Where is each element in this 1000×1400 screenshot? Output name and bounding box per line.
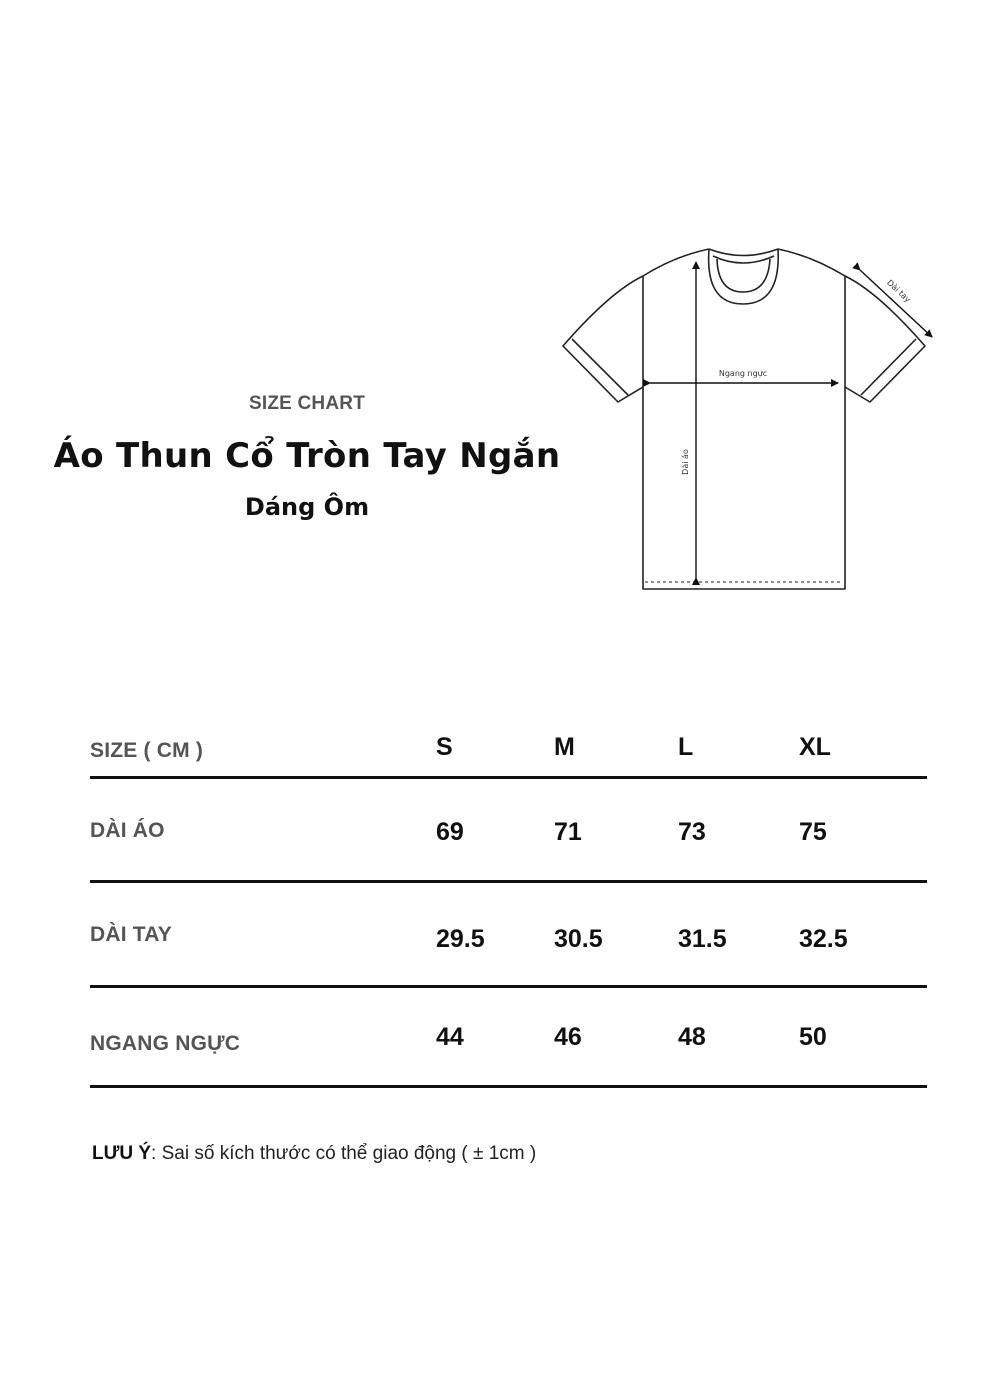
cell-value: 44 bbox=[436, 1023, 464, 1051]
right-sleeve bbox=[845, 276, 925, 402]
size-header-l: L bbox=[678, 733, 694, 761]
size-chart-kicker: SIZE CHART bbox=[249, 393, 365, 414]
table-header-label: SIZE ( CM ) bbox=[90, 739, 204, 762]
left-sleeve bbox=[563, 276, 643, 402]
divider bbox=[90, 1085, 927, 1088]
note-prefix: LƯU Ý bbox=[92, 1143, 152, 1164]
sleeve-label: Dài tay bbox=[885, 278, 913, 305]
collar bbox=[709, 249, 778, 256]
table-row bbox=[90, 777, 927, 881]
table-header-row bbox=[90, 728, 927, 777]
size-header-s: S bbox=[436, 733, 453, 761]
cell-value: 69 bbox=[436, 818, 464, 846]
size-header-xl: XL bbox=[799, 733, 831, 761]
shirt-body bbox=[643, 249, 845, 589]
cell-value: 31.5 bbox=[678, 925, 727, 953]
cell-value: 29.5 bbox=[436, 925, 485, 953]
row-label-sleeve: DÀI TAY bbox=[90, 923, 172, 946]
size-header-m: M bbox=[554, 733, 575, 761]
cell-value: 32.5 bbox=[799, 925, 848, 953]
cell-value: 46 bbox=[554, 1023, 582, 1051]
cell-value: 48 bbox=[678, 1023, 706, 1051]
sleeve-arrow bbox=[860, 270, 932, 337]
product-title: Áo Thun Cổ Tròn Tay Ngắn bbox=[53, 436, 561, 476]
length-label: Dài áo bbox=[681, 449, 690, 475]
fit-subtitle: Dáng Ôm bbox=[244, 493, 370, 521]
table-row bbox=[90, 881, 927, 986]
row-label-chest: NGANG NGỰC bbox=[90, 1032, 241, 1055]
cell-value: 30.5 bbox=[554, 925, 603, 953]
cell-value: 73 bbox=[678, 818, 706, 846]
cell-value: 50 bbox=[799, 1023, 827, 1051]
row-label-length: DÀI ÁO bbox=[90, 819, 165, 842]
tolerance-note bbox=[92, 1143, 536, 1165]
chest-label: Ngang ngực bbox=[718, 369, 768, 378]
cell-value: 71 bbox=[554, 818, 582, 846]
cell-value: 75 bbox=[799, 818, 827, 846]
size-table bbox=[90, 728, 927, 1086]
note-text: : Sai số kích thước có thể giao động ( ± 1cm ) bbox=[151, 1143, 537, 1164]
tshirt-measurement-diagram bbox=[555, 240, 955, 600]
table-row bbox=[90, 986, 927, 1086]
